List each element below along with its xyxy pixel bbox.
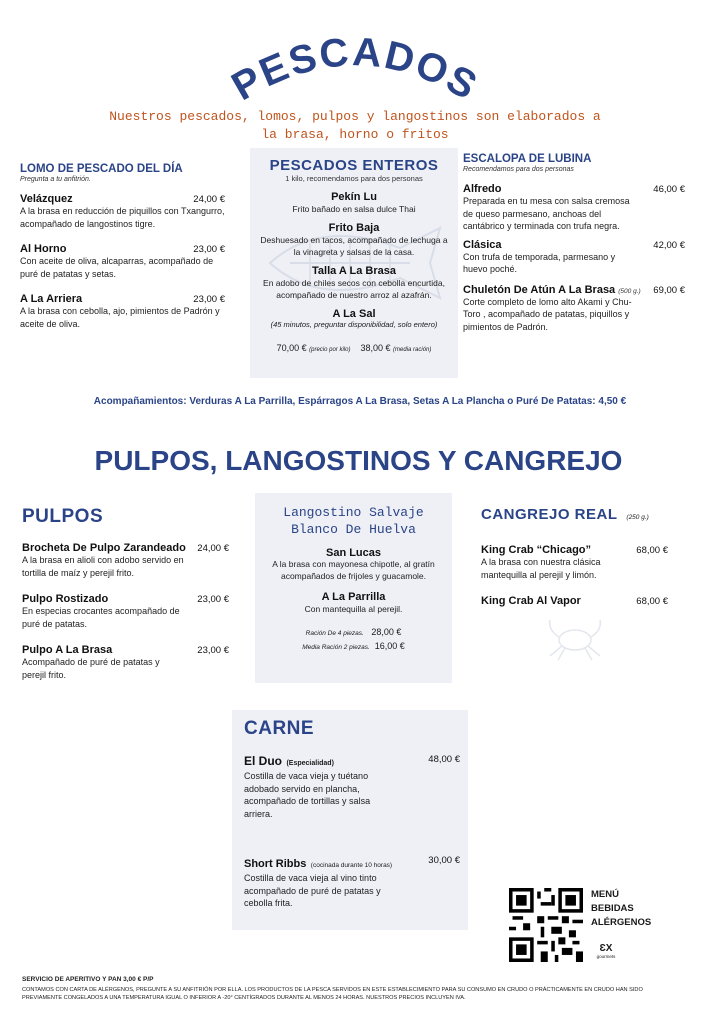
item-desc: Con mantequilla al perejil. — [304, 604, 403, 614]
item-name: A La Sal — [332, 307, 376, 320]
item-name: Alfredo — [463, 183, 502, 195]
item-desc: Frito bañado en salsa dulce Thai — [292, 204, 416, 214]
item-desc: Con trufa de temporada, parmesano y huevo poché. — [463, 251, 616, 274]
subtitle: Nuestros pescados, lomos, pulpos y langostinos son elaborados a la brasa, horno o fritos — [109, 109, 601, 142]
item-desc: Deshuesado en tacos, acompañado de lechuga a la vinagreta y salsas de la casa. — [260, 234, 448, 257]
item-desc: A la brasa con nuestra clásica mantequilla al perejil y limón. — [481, 557, 601, 580]
item-price: 48,00 € — [428, 754, 460, 765]
lomo-heading: LOMO DE PESCADO DEL DÍA — [20, 163, 183, 175]
item-price: 23,00 € — [193, 294, 225, 305]
item-price: 23,00 € — [197, 594, 229, 605]
brand-logo — [594, 943, 618, 959]
item-price: 46,00 € — [653, 184, 685, 195]
item-price: 23,00 € — [197, 645, 229, 656]
menu-item — [22, 593, 229, 630]
price-half-note: (media ración) — [393, 346, 432, 353]
enteros-note: 1 kilo, recomendamos para dos personas — [285, 174, 423, 183]
item-desc: Costilla de vaca vieja y tuétano adobado servido en plancha, acompañado de tortillas y salsa arriera. — [244, 771, 371, 819]
item-name: San Lucas — [325, 547, 382, 559]
item-desc: A la brasa con mayonesa chipotle, al gratín acompañados de frijoles y guacamole. — [272, 559, 435, 581]
item-name: A La Parrilla — [321, 591, 386, 603]
menu-item — [481, 595, 668, 607]
footer — [22, 976, 682, 1002]
footer-legal: CONTAMOS CON CARTA DE ALÉRGENOS, PREGUNTE A SU ANFITRIÓN POR ELLA. LOS PRODUCTOS DE LA PESCA SERVIDOS EN ESTE ESTABLECIMIENTO PARA SU CONSUMO EN CRUDO O PRÁCTICAMENTE EN CRUDO HAN SIDO PREVIAMENTE CONGELADOS A UNA TEMPERATURA IGUAL O INFERIOR A -20° CENTÍGRADOS DURANTE AL MENOS 24 HORAS. NUESTROS PRECIOS INCLUYEN IVA. — [22, 987, 643, 1001]
menu-item — [250, 265, 458, 302]
carne-heading: CARNE — [244, 718, 315, 739]
item-name: El Duo (Especialidad) — [244, 754, 334, 768]
item-desc: En adobo de chiles secos con cebolla encurtida, acompañado de nuestro arroz al azafrán. — [263, 277, 445, 300]
item-desc: Costilla de vaca vieja al vino tinto acompañado de puré de patatas y cebolla frita. — [244, 873, 381, 908]
item-price: 68,00 € — [636, 596, 668, 607]
item-price: 42,00 € — [653, 239, 685, 251]
menu-item — [463, 284, 685, 334]
menu-item — [463, 183, 685, 233]
enteros-panel — [250, 148, 458, 378]
menu-item — [250, 222, 458, 259]
menu-item — [22, 542, 229, 579]
menu-item — [255, 547, 452, 582]
pulpos-section — [22, 506, 229, 681]
lubina-heading: ESCALOPA DE LUBINA — [463, 153, 592, 165]
price-kilo: 70,00 € — [276, 342, 307, 353]
item-price: 68,00 € — [636, 545, 668, 556]
menu-item — [22, 644, 229, 681]
item-price: 69,00 € — [653, 284, 685, 296]
item-name: Brocheta De Pulpo Zarandeado — [22, 542, 186, 554]
item-desc: Preparada en tu mesa con salsa cremosa de queso parmesano, anchoas del cantábrico y terminada con trufa negra. — [463, 196, 630, 231]
item-desc: A la brasa con cebolla, ajo, pimientos de Padrón y aceite de oliva. — [20, 306, 220, 329]
qr-menu-label: MENÚ — [591, 889, 619, 900]
cangrejo-section — [481, 506, 668, 607]
item-name: Pulpo A La Brasa — [22, 644, 113, 656]
item-desc: En especias crocantes acompañado de puré de patatas. — [22, 606, 180, 629]
item-name: King Crab Al Vapor — [481, 595, 581, 607]
item-desc: Con aceite de oliva, alcaparras, acompañado de puré de patatas y setas. — [20, 256, 214, 279]
cangrejo-weight: (250 g.) — [626, 514, 649, 521]
menu-item — [20, 193, 225, 230]
item-name: Pekín Lu — [331, 191, 377, 203]
menu-item — [20, 243, 225, 280]
price-half: 38,00 € — [360, 342, 391, 353]
qr-alergenos-label: ALÉRGENOS — [591, 917, 652, 928]
section2-title: PULPOS, LANGOSTINOS Y CANGREJO — [94, 445, 623, 476]
item-name: Short Ribbs (cocinada durante 10 horas) — [244, 858, 393, 870]
item-desc: A la brasa en reducción de piquillos con Txangurro, acompañado de langostinos tigre. — [20, 206, 225, 229]
item-price: 24,00 € — [197, 543, 229, 554]
lubina-note: Recomendamos para dos personas — [463, 166, 574, 173]
item-price: 23,00 € — [193, 244, 225, 255]
qr-labels — [591, 888, 651, 930]
brand-icon: ƐX — [599, 943, 613, 954]
item-price: 30,00 € — [428, 855, 460, 866]
langostino-prices: Ración De 4 piezas. 28,00 € Media Ración 2 piezas. 16,00 € — [302, 626, 405, 651]
item-desc: Corte completo de lomo alto Akami y Chu-Toro , acompañado de patatas, piquillos y pimientos de Padrón. — [463, 296, 632, 332]
menu-item — [481, 544, 668, 581]
carne-section — [244, 718, 460, 910]
langostino-heading: Langostino Salvaje Blanco De Huelva — [283, 505, 424, 537]
item-name: Clásica — [463, 238, 502, 251]
item-name: Al Horno — [20, 243, 67, 255]
crab-icon — [540, 612, 610, 662]
qr-code-icon[interactable] — [509, 888, 583, 962]
item-name: Velázquez — [20, 193, 73, 205]
item-price: 24,00 € — [193, 194, 225, 205]
item-name: Talla A La Brasa — [312, 264, 396, 277]
item-name: Chuletón De Atún A La Brasa (500 g.) — [463, 283, 641, 296]
menu-item — [250, 308, 458, 329]
enteros-prices — [250, 343, 458, 353]
item-desc: (45 minutos, preguntar disponibilidad, solo entero) — [270, 319, 438, 329]
menu-item — [20, 293, 225, 330]
brand-name: gourmets — [596, 954, 616, 959]
qr-bebidas-label: BEBIDAS — [591, 903, 634, 914]
lomo-section — [20, 163, 225, 330]
pulpos-heading: PULPOS — [22, 506, 104, 527]
menu-item — [244, 752, 460, 820]
menu-item — [255, 591, 452, 616]
item-name: King Crab “Chicago” — [481, 544, 592, 556]
footer-service: SERVICIO DE APERITIVO Y PAN 3,00 € P/P — [22, 976, 154, 983]
lubina-section — [463, 153, 685, 333]
menu-item — [250, 191, 458, 216]
langostino-panel — [255, 493, 452, 683]
menu-item — [463, 239, 685, 276]
price-kilo-note: (precio por kilo) — [309, 346, 351, 353]
cangrejo-heading: CANGREJO REAL — [481, 506, 618, 523]
lomo-note: Pregunta a tu anfitrión. — [20, 176, 91, 183]
item-name: Pulpo Rostizado — [22, 593, 109, 605]
enteros-heading: PESCADOS ENTEROS — [269, 157, 439, 174]
item-name: Frito Baja — [328, 221, 380, 234]
item-desc: A la brasa en alioli con adobo servido en tortilla de maíz y perejil frito. — [22, 555, 184, 578]
item-desc: Acompañado de puré de patatas y perejil frito. — [22, 657, 160, 680]
svg-text:PESCADOS: PESCADOS — [224, 29, 486, 108]
acompanamientos: Acompañamientos: Verduras A La Parrilla, Espárragos A La Brasa, Setas A La Plancha o Puré De Patatas: 4,50 € — [93, 396, 627, 407]
item-name: A La Arriera — [20, 293, 83, 305]
page-title — [220, 18, 490, 108]
menu-item — [244, 854, 460, 910]
